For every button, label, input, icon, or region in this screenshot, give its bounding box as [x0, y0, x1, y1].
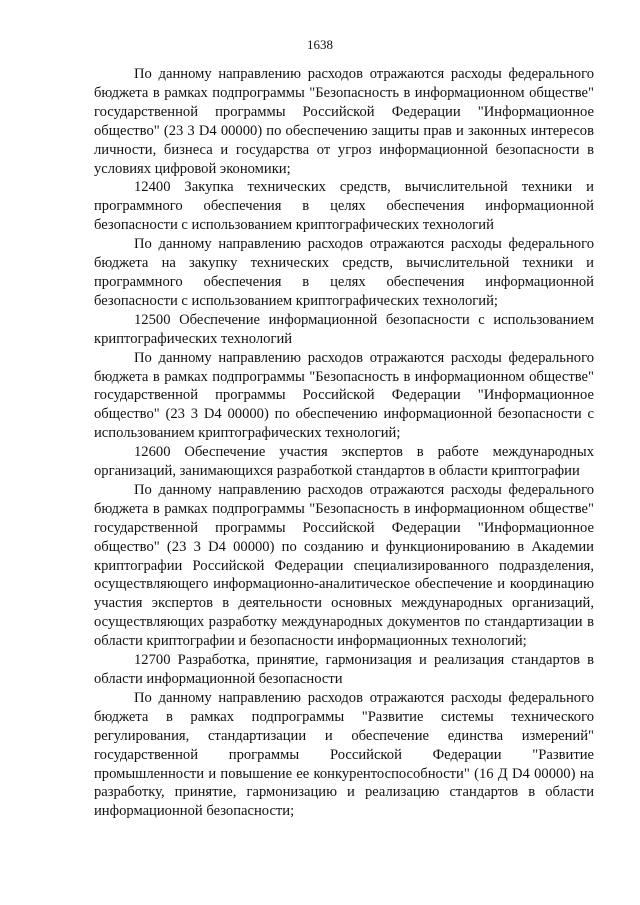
paragraph-expense-description: По данному направлению расходов отражаются расходы федерального бюджета в рамках подпрограммы "Развитие системы технического регулирования, стандартизации и обеспечение единства измерений" государственной программы Российской Федерации "Развитие промышленности и повышение ее конкурентоспособности" (16 Д D4 00000) на разработку, принятие, гармонизацию и реализацию стандартов в области информационной безопасности; [94, 689, 594, 820]
paragraph-expense-description: По данному направлению расходов отражаются расходы федерального бюджета в рамках подпрограммы "Безопасность в информационном обществе" государственной программы Российской Федерации "Информационное общество" (23 3 D4 00000) по обеспечению защиты прав и законных интересов личности, бизнеса и государства от угроз информационной безопасности в условиях цифровой экономики; [94, 66, 594, 177]
paragraph-code-12700: 12700 Разработка, принятие, гармонизация и реализация стандартов в области информационной безопасности [94, 652, 594, 687]
page-number: 1638 [307, 37, 333, 52]
paragraph-code-12600: 12600 Обеспечение участия экспертов в работе международных организаций, занимающихся разработкой стандартов в области криптографии [94, 444, 594, 480]
paragraph-expense-description: По данному направлению расходов отражаются расходы федерального бюджета в рамках подпрограммы "Безопасность в информационном обществе" государственной программы Российской Федерации "Информационное общество" (23 3 D4 00000) по созданию и функционированию в Академии криптографии Российской Федерации специализированного подразделения, осуществляющего информационно-аналитическое обеспечение и координацию участия экспертов в деятельности основных международных организаций, осуществляющих разработку международных документов по стандартизации в области криптографии и безопасности информационных технологий; [94, 481, 594, 650]
paragraph-code-12400: 12400 Закупка технических средств, вычислительной техники и программного обеспечения в целях обеспечения информационной безопасности с использованием криптографических технологий [94, 179, 594, 234]
paragraph-code-12500: 12500 Обеспечение информационной безопасности с использованием криптографических технологий [94, 311, 594, 347]
document-body [94, 65, 594, 821]
paragraph-expense-description: По данному направлению расходов отражаются расходы федерального бюджета в рамках подпрограммы "Безопасность в информационном обществе" государственной программы Российской Федерации "Информационное общество" (23 3 D4 00000) по обеспечению информационной безопасности с использованием криптографических технологий; [94, 349, 594, 442]
paragraph-expense-description: По данному направлению расходов отражаются расходы федерального бюджета на закупку технических средств, вычислительной техники и программного обеспечения в целях обеспечения информационной безопасности с использованием криптографических технологий; [94, 236, 594, 309]
